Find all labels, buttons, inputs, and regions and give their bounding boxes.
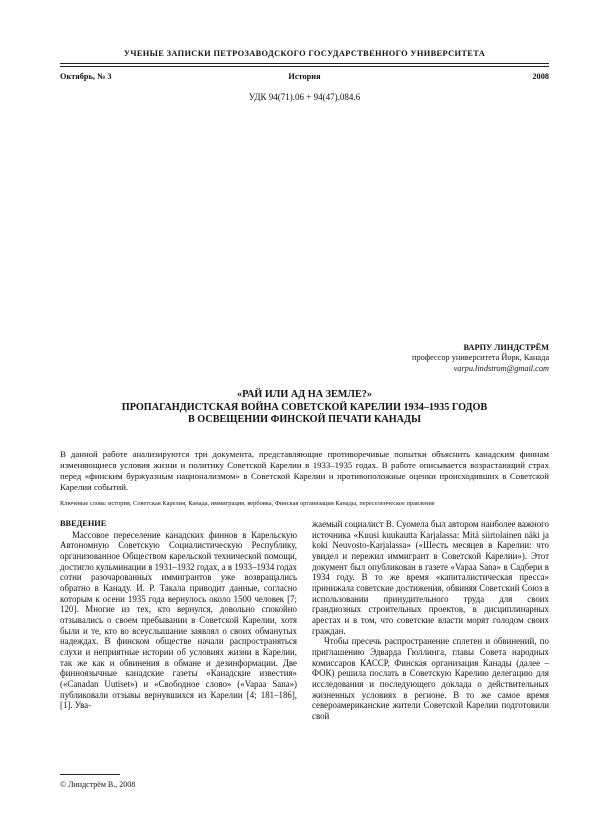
section-heading-introduction: ВВЕДЕНИЕ	[60, 519, 107, 528]
journal-title: УЧЕНЫЕ ЗАПИСКИ ПЕТРОЗАВОДСКОГО ГОСУДАРСТВЕННОГО УНИВЕРСИТЕТА	[123, 49, 486, 58]
header-rule-bottom	[60, 66, 549, 67]
year-label: 2008	[532, 72, 549, 81]
title-line-2: ПРОПАГАНДИСТСКАЯ ВОЙНА СОВЕТСКОЙ КАРЕЛИИ 1934–1935 ГОДОВ	[121, 401, 488, 413]
header-rule-top	[60, 63, 549, 64]
author-position: профессор университета Йорк, Канада	[412, 353, 549, 363]
keywords: Ключевые слова: история, Советская Карелия, Канада, иммиграция, вербовка, Финская организация Канады, переселенческое правление	[60, 500, 435, 507]
author-name: ВАРПУ ЛИНДСТРЁМ	[463, 343, 549, 352]
abstract: В данной работе анализируются три документа, представляющие противоречивые попытки объяснить канадским финнам изменяющиеся условия жизни и политику Советской Карелии в 1933–1935 годах. В работе описывается возрастающий страх перед «финским буржуазным национализмом» в Советской Карелии и противоположные оценки происходивших в Советской Карелии событий.	[60, 449, 549, 493]
body-column-left	[60, 519, 297, 711]
paragraph: Чтобы пресечь распространение сплетен и обвинений, по приглашению Эдварда Гюллинга, главы Совета народных комиссаров КАССР, Финская организация Канады (далее – ФОК) решила послать в Советскую Карелию делегацию для исследования и последующего доклада о действительных жизненных условиях в регионе. В то же самое время североамериканские жители Советской Карелии подготовили свой	[312, 636, 549, 721]
paragraph: жаемый социалист В. Суомела был автором наиболее важного источника «Kuusi kuukautta Karjalassa: Mitä siirtolainen näki ja koki Neuvosto-Karjalassa» («Шесть месяцев в Карелии: что увидел и пережил иммигрант в Советской Карелии»). Этот документ был опубликован в газете «Vapaa Sana» в Садбери в 1934 году. В то же время «капиталистическая пресса» принижала советские достижения, обвиняя Советский Союз в использовании принудительного труда для своих грандиозных строительных проектов, в дисциплинарных арестах и в том, что советские власти морят голодом своих граждан.	[312, 519, 549, 636]
section-label: История	[288, 72, 321, 81]
article-title	[0, 389, 609, 427]
author-block	[412, 343, 549, 374]
copyright-notice: © Линдстрём В., 2008	[60, 780, 136, 789]
udc-code: УДК 94(71).06 + 94(47).084.6	[248, 92, 361, 102]
issue-label: Октябрь, № 3	[60, 72, 112, 81]
footnote-rule	[60, 774, 120, 775]
body-column-right	[312, 519, 549, 721]
issue-meta-row	[60, 72, 549, 84]
title-line-3: В ОСВЕЩЕНИИ ФИНСКОЙ ПЕЧАТИ КАНАДЫ	[187, 414, 422, 425]
title-line-1: «РАЙ ИЛИ АД НА ЗЕМЛЕ?»	[237, 389, 372, 400]
author-email[interactable]: varpu.lindstrom@gmail.com	[453, 363, 549, 373]
paragraph: Массовое переселение канадских финнов в Карельскую Автономную Советскую Социалистическую Республику, организованное Обществом карельской технической помощи, достигло кульминации в 1931–1932 годах, а в 1933–1934 годах сотни разочарованных иммигрантов уже возвращались обратно в Канаду. И. Р. Такала приводит данные, согласно которым к осени 1935 года вернулось около 1500 человек [7; 120]. Многие из тех, кто вернулся, довольно спокойно отзывались о своем пребывании в Советской Карелии, хотя были и те, кто во всеуслышание заявлял о своих обманутых надеждах. В финском обществе начали распространяться слухи и неприятные истории об условиях жизни в Карелии, так же как и обвинения в обмане и дезинформации. Две финноязычные канадские газеты «Канадские известия» («Canadan Uutiset») и «Свободное слово» («Vapaa Sana») публиковали отзывы вернувшихся из Карелии [4; 181–186], [1]. Ува-	[60, 529, 297, 711]
